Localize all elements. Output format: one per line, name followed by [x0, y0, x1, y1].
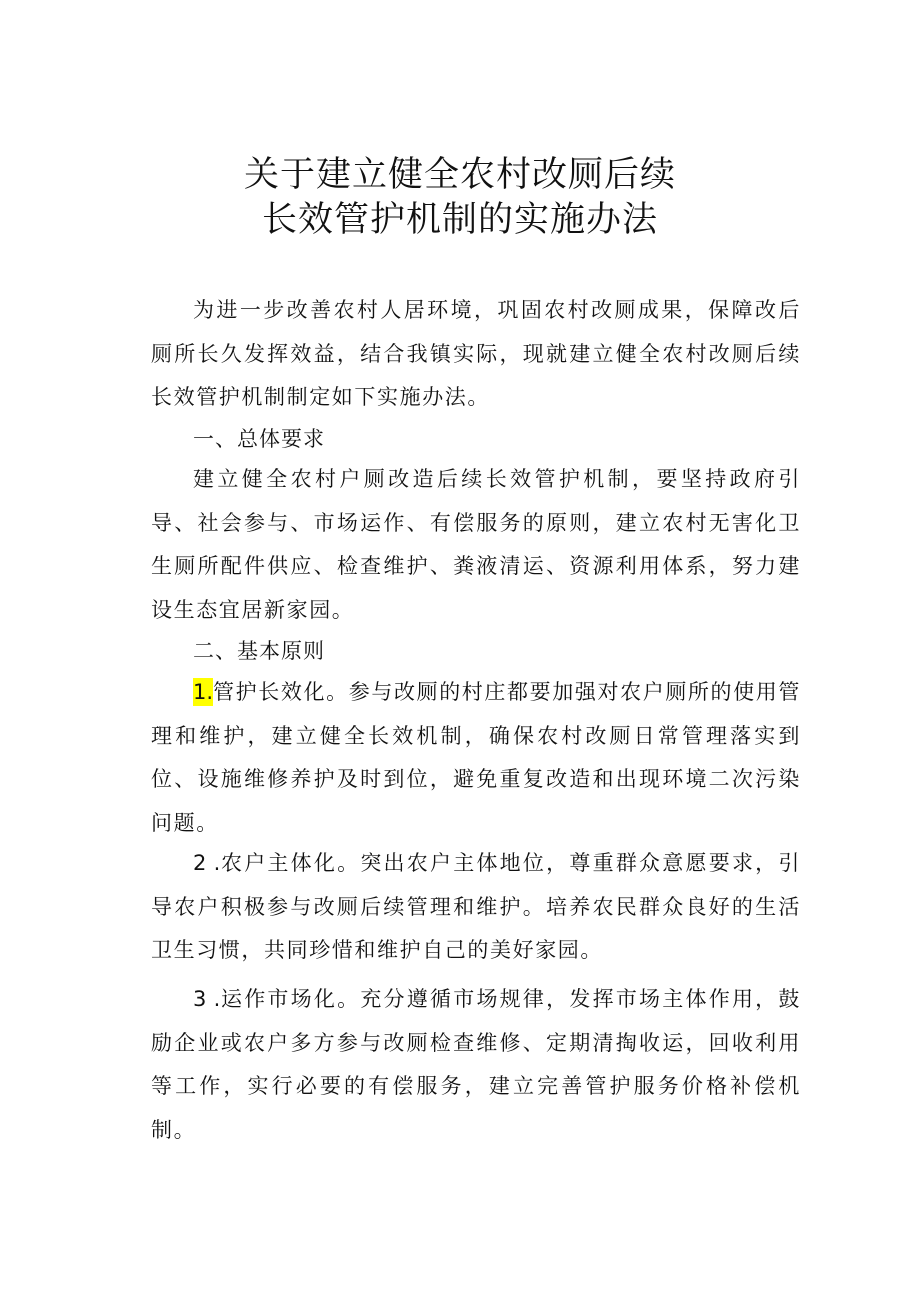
- document-title-line2: 长效管护机制的实施办法: [261, 200, 658, 240]
- intro-paragraph: 为进一步改善农村人居环境，巩固农村改厕成果，保障改后厕所长久发挥效益，结合我镇实际，现就建立健全农村改厕后续长效管护机制制定如下实施办法。: [151, 298, 801, 409]
- principle-item-1-number: 1.: [193, 680, 214, 704]
- section2-heading: 二、基本原则: [193, 639, 325, 663]
- principle-item-3-number: 3 .: [193, 987, 221, 1011]
- principle-item-2-number: 2 .: [193, 851, 221, 875]
- principle-item-1: [151, 671, 801, 845]
- principle-item-3-text: 运作市场化。充分遵循市场规律，发挥市场主体作用，鼓励企业或农户多方参与改厕检查维修、定期清掏收运，回收利用等工作，实行必要的有偿服务，建立完善管护服务价格补偿机制。: [151, 987, 801, 1142]
- principle-item-2: [151, 842, 801, 973]
- document-title-line1: 关于建立健全农村改厕后续: [243, 155, 676, 195]
- principle-item-1-text: 管护长效化。参与改厕的村庄都要加强对农户厕所的使用管理和维护，建立健全长效机制，确保农村改厕日常管理落实到位、设施维修养护及时到位，避免重复改造和出现环境二次污染问题。: [151, 680, 801, 835]
- principle-item-3: [151, 978, 801, 1152]
- section1-heading: 一、总体要求: [193, 427, 325, 451]
- section1-body: 建立健全农村户厕改造后续长效管护机制，要坚持政府引导、社会参与、市场运作、有偿服务的原则，建立农村无害化卫生厕所配件供应、检查维护、粪液清运、资源利用体系，努力建设生态宜居新家园。: [151, 467, 801, 622]
- principle-item-2-text: 农户主体化。突出农户主体地位，尊重群众意愿要求，引导农户积极参与改厕后续管理和维护。培养农民群众良好的生活卫生习惯，共同珍惜和维护自己的美好家园。: [151, 851, 801, 962]
